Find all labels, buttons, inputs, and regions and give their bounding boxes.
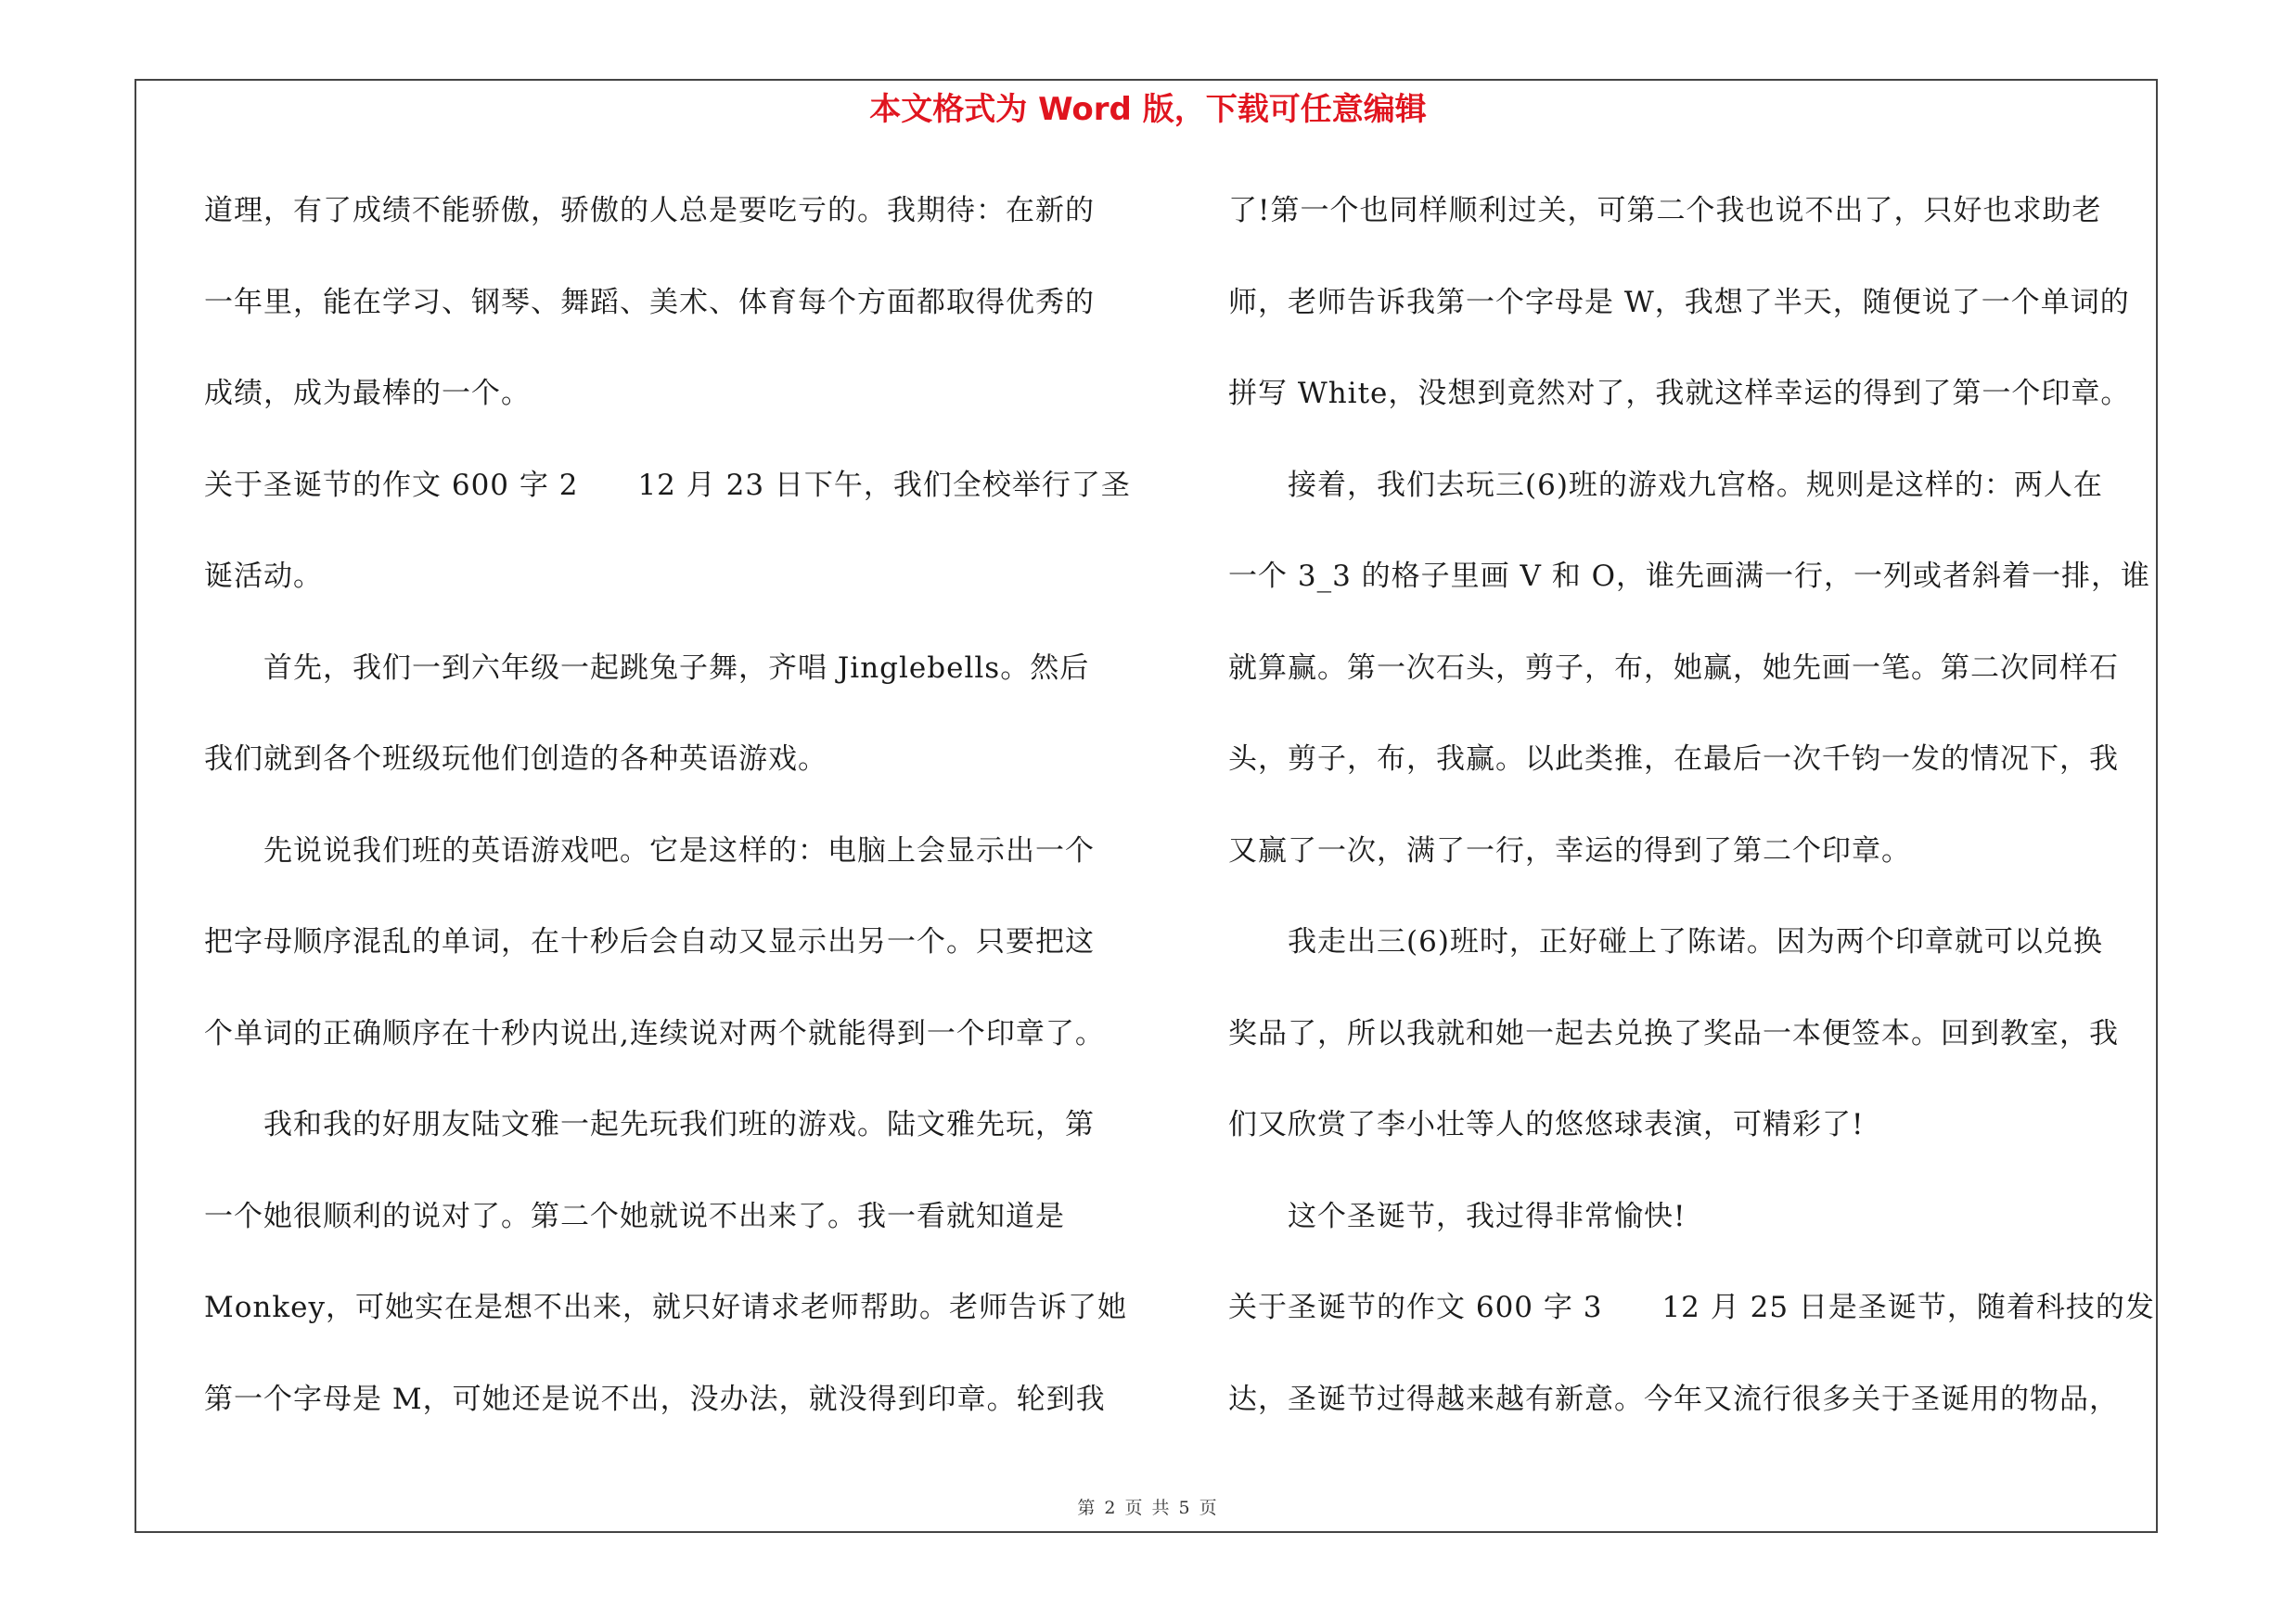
text-line: 又赢了一次，满了一行，幸运的得到了第二个印章。 — [1228, 833, 1911, 868]
essay-heading-line: 关于圣诞节的作文 600 字 3 12 月 25 日是圣诞节，随着科技的发 — [1228, 1291, 2155, 1324]
text-line: 师，老师告诉我第一个字母是 W，我想了半天，随便说了一个单词的 — [1228, 285, 2130, 319]
text-line: 达，圣诞节过得越来越有新意。今年又流行很多关于圣诞用的物品， — [1228, 1382, 2119, 1416]
text-line: 我和我的好朋友陆文雅一起先玩我们班的游戏。陆文雅先玩，第 — [263, 1108, 1095, 1141]
text-line: 了!第一个也同样顺利过关，可第二个我也说不出了，只好也求助老 — [1228, 194, 2102, 227]
text-line: 道理，有了成绩不能骄傲，骄傲的人总是要吃亏的。我期待：在新的 — [204, 194, 1095, 227]
text-line: 我走出三(6)班时，正好碰上了陈诺。因为两个印章就可以兑换 — [1288, 925, 2103, 959]
right-text-column — [1228, 181, 2156, 1461]
text-line: 个单词的正确顺序在十秒内说出,连续说对两个就能得到一个印章了。 — [204, 1016, 1105, 1050]
essay-heading-line: 关于圣诞节的作文 600 字 2 12 月 23 日下午，我们全校举行了圣 — [204, 468, 1131, 502]
text-line: Monkey，可她实在是想不出来，就只好请求老师帮助。老师告诉了她 — [204, 1291, 1128, 1324]
text-line: 拼写 White，没想到竟然对了，我就这样幸运的得到了第一个印章。 — [1228, 377, 2131, 410]
text-line: 这个圣诞节，我过得非常愉快! — [1288, 1199, 1687, 1233]
text-line: 们又欣赏了李小壮等人的悠悠球表演，可精彩了! — [1228, 1108, 1865, 1141]
text-line: 一个她很顺利的说对了。第二个她就说不出来了。我一看就知道是 — [204, 1199, 1065, 1233]
text-line: 成绩，成为最棒的一个。 — [204, 377, 531, 410]
text-line: 接着，我们去玩三(6)班的游戏九宫格。规则是这样的：两人在 — [1288, 468, 2103, 502]
text-line: 就算赢。第一次石头，剪子，布，她赢，她先画一笔。第二次同样石 — [1228, 650, 2119, 685]
left-text-column — [204, 181, 1132, 1461]
text-line: 先说说我们班的英语游戏吧。它是这样的：电脑上会显示出一个 — [263, 833, 1095, 868]
text-line: 诞活动。 — [204, 560, 323, 593]
text-line: 一年里，能在学习、钢琴、舞蹈、美术、体育每个方面都取得优秀的 — [204, 285, 1095, 319]
text-line: 头，剪子，布，我赢。以此类推，在最后一次千钧一发的情况下，我 — [1228, 742, 2119, 776]
text-line: 第一个字母是 M，可她还是说不出，没办法，就没得到印章。轮到我 — [204, 1382, 1106, 1416]
text-line: 我们就到各个班级玩他们创造的各种英语游戏。 — [204, 742, 827, 776]
page-number-footer: 第 2 页 共 5 页 — [1077, 1498, 1219, 1518]
text-line: 把字母顺序混乱的单词，在十秒后会自动又显示出另一个。只要把这 — [204, 925, 1095, 959]
text-line: 首先，我们一到六年级一起跳兔子舞，齐唱 Jinglebells。然后 — [263, 650, 1090, 685]
document-header-title: 本文格式为 Word 版，下载可任意编辑 — [869, 91, 1427, 128]
text-line: 奖品了，所以我就和她一起去兑换了奖品一本便签本。回到教室，我 — [1228, 1016, 2119, 1050]
text-line: 一个 3_3 的格子里画 V 和 O，谁先画满一行，一列或者斜着一排，谁 — [1228, 560, 2151, 593]
